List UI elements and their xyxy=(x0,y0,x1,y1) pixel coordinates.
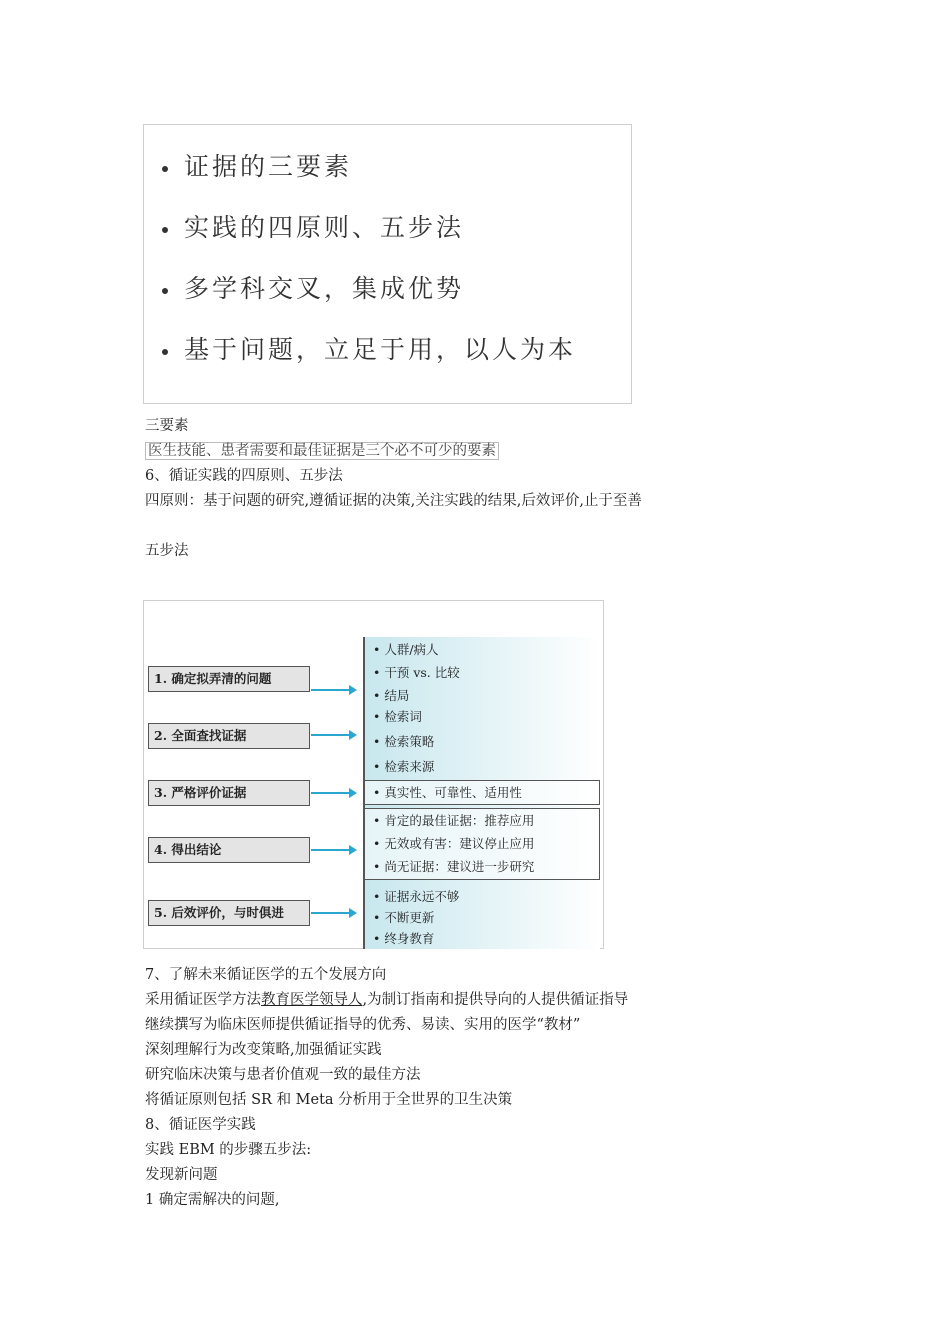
arrow-right-icon xyxy=(311,912,355,914)
four-principles-text: 四原则：基于问题的研究,遵循证据的决策,关注实践的结果,后效评价,止于至善 xyxy=(145,493,642,509)
three-elements-heading: 三要素 xyxy=(145,418,189,434)
detail-item: • 证据永远不够 xyxy=(373,889,460,904)
slide-image-principles xyxy=(143,124,632,404)
five-steps-label: 五步法 xyxy=(145,543,189,559)
detail-item: • 肯定的最佳证据：推荐应用 xyxy=(373,813,535,828)
section-6-heading: 6、循证实践的四原则、五步法 xyxy=(145,468,343,484)
step-1-details xyxy=(364,637,600,703)
detail-item: • 无效或有害：建议停止应用 xyxy=(373,836,535,851)
section-7-heading: 7、了解未来循证医学的五个发展方向 xyxy=(145,967,387,983)
step-3-details xyxy=(364,780,600,805)
diagram-vertical-divider xyxy=(363,637,365,949)
step-one-line: 1 确定需解决的问题, xyxy=(145,1192,280,1208)
step-5-details xyxy=(364,884,600,950)
direction-line-2: 继续撰写为临床医师提供循证指导的优秀、易读、实用的医学“教材” xyxy=(145,1017,581,1033)
detail-item: • 真实性、可靠性、适用性 xyxy=(373,785,522,800)
detail-item: • 人群/病人 xyxy=(373,642,439,657)
detail-item: • 干预 vs. 比较 xyxy=(373,665,460,680)
principles-bullet-list xyxy=(162,147,576,391)
three-elements-description xyxy=(145,441,499,461)
arrow-right-icon xyxy=(311,734,355,736)
step-4-box: 4. 得出结论 xyxy=(148,837,310,863)
detail-item: • 不断更新 xyxy=(373,910,435,925)
medical-leaders-link[interactable]: 教育医学领导人 xyxy=(261,992,363,1008)
five-steps-diagram xyxy=(143,600,604,949)
direction-line-5: 将循证原则包括 SR 和 Meta 分析用于全世界的卫生决策 xyxy=(145,1092,513,1108)
ebm-steps-line: 实践 EBM 的步骤五步法: xyxy=(145,1142,312,1158)
bullet-item: 实践的四原则、五步法 xyxy=(162,208,576,269)
step-3-box: 3. 严格评价证据 xyxy=(148,780,310,806)
bullet-dot-icon xyxy=(162,349,168,355)
bullet-item: 多学科交叉，集成优势 xyxy=(162,269,576,330)
arrow-right-icon xyxy=(311,792,355,794)
step-1-box: 1. 确定拟弄清的问题 xyxy=(148,666,310,692)
discover-problem-line: 发现新问题 xyxy=(145,1167,218,1183)
arrow-right-icon xyxy=(311,849,355,851)
detail-item: • 尚无证据：建议进一步研究 xyxy=(373,859,535,874)
detail-item: • 结局 xyxy=(373,688,410,703)
step-2-box: 2. 全面查找证据 xyxy=(148,723,310,749)
direction-line-4: 研究临床决策与患者价值观一致的最佳方法 xyxy=(145,1067,421,1083)
detail-item: • 检索来源 xyxy=(373,759,435,774)
bullet-dot-icon xyxy=(162,288,168,294)
bullet-item: 基于问题，立足于用，以人为本 xyxy=(162,330,576,391)
step-2-details xyxy=(364,704,600,778)
direction-line-3: 深刻理解行为改变策略,加强循证实践 xyxy=(145,1042,382,1058)
arrow-right-icon xyxy=(311,689,355,691)
bullet-dot-icon xyxy=(162,166,168,172)
bullet-dot-icon xyxy=(162,227,168,233)
step-4-details xyxy=(364,808,600,880)
direction-line-1: 采用循证医学方法教育医学领导人,为制订指南和提供导向的人提供循证指导 xyxy=(145,992,629,1008)
detail-item: • 检索策略 xyxy=(373,734,435,749)
section-8-heading: 8、循证医学实践 xyxy=(145,1117,256,1133)
step-5-box: 5. 后效评价，与时俱进 xyxy=(148,900,310,926)
detail-item: • 终身教育 xyxy=(373,931,435,946)
detail-item: • 检索词 xyxy=(373,709,422,724)
boxed-text: 医生技能、患者需要和最佳证据是三个必不可少的要素 xyxy=(145,442,499,460)
bullet-item: 证据的三要素 xyxy=(162,147,576,208)
